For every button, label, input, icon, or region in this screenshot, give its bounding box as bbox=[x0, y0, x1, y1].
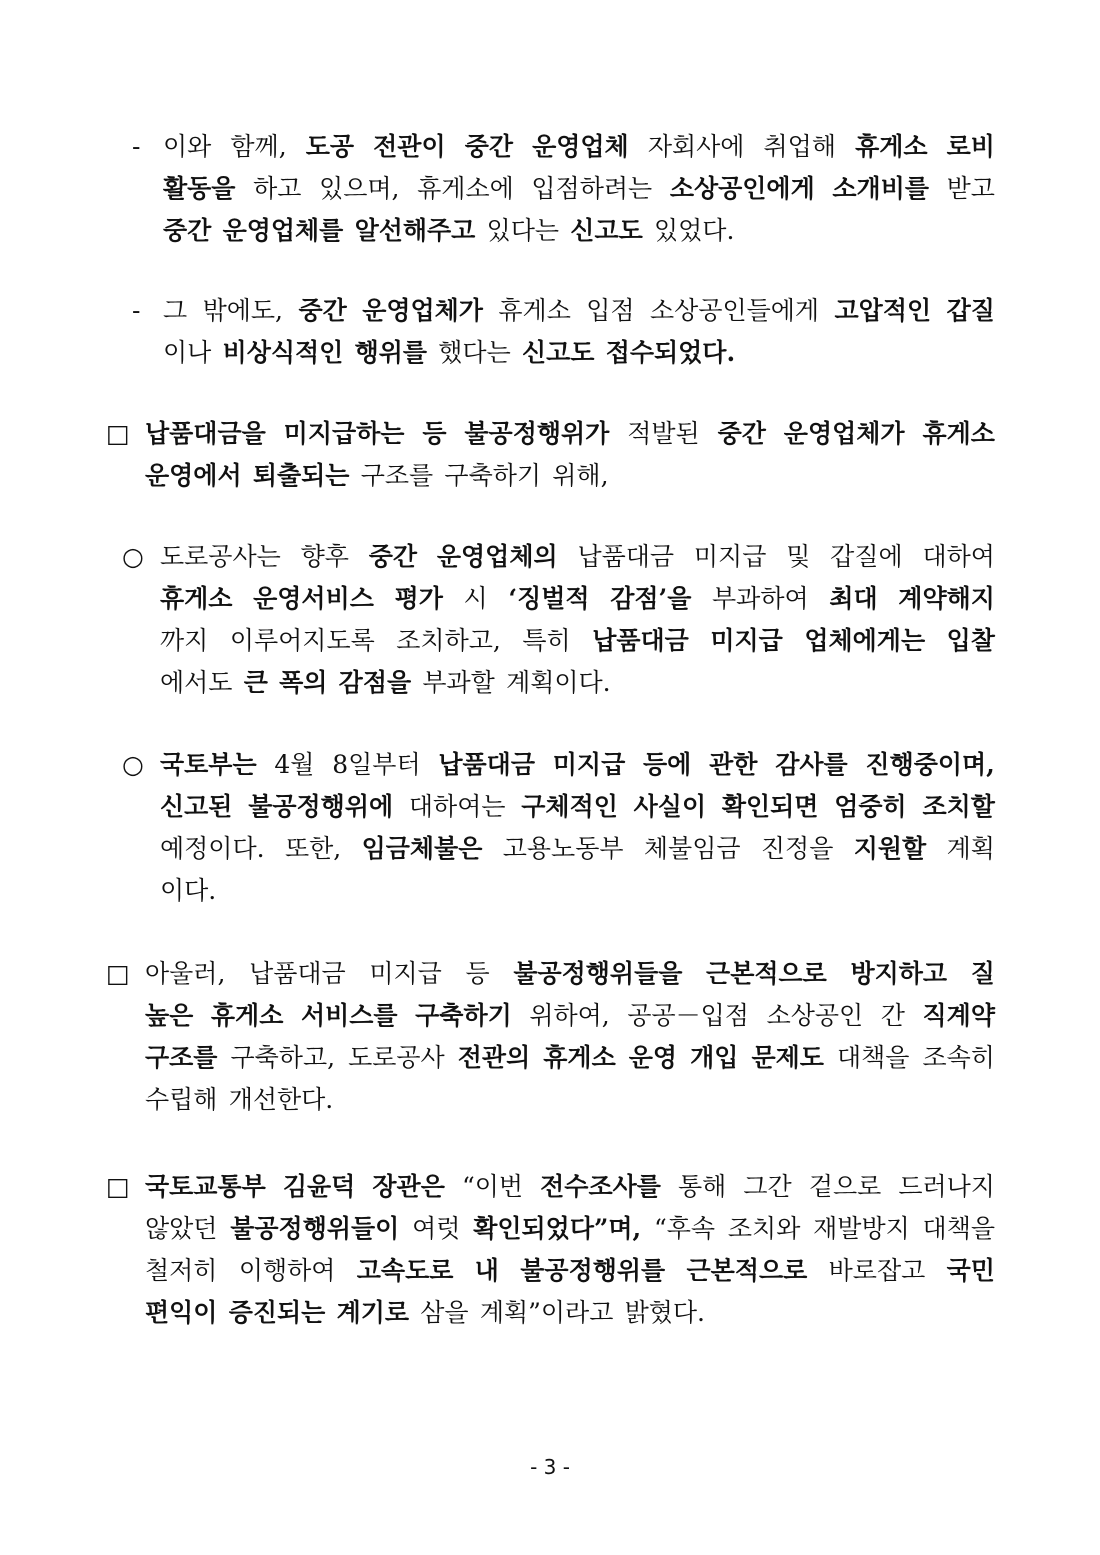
word: 위해, bbox=[552, 461, 609, 490]
word: 부과하여 bbox=[712, 584, 809, 613]
bold-word: 지원할 bbox=[853, 834, 927, 863]
word: 특히 bbox=[522, 626, 571, 655]
word: 휴게소에 bbox=[417, 174, 514, 203]
dash-marker: - bbox=[132, 296, 141, 325]
text-line bbox=[145, 1208, 995, 1250]
text-line bbox=[145, 1079, 995, 1121]
word: 미지급 bbox=[369, 959, 442, 988]
bold-word: 문제도 bbox=[751, 1043, 824, 1072]
bold-word: 계약해지 bbox=[898, 584, 995, 613]
bold-word: 불공정행위들이 bbox=[230, 1214, 400, 1243]
bold-word: 접수되었다. bbox=[605, 338, 736, 367]
bold-word: 불공정행위를 bbox=[520, 1256, 666, 1285]
text-line bbox=[145, 413, 995, 455]
bold-word: 감점을 bbox=[338, 668, 412, 697]
bold-word: 활동을 bbox=[163, 174, 236, 203]
bold-word: 비상식적인 bbox=[222, 338, 344, 367]
bold-word: 입찰 bbox=[946, 626, 995, 655]
text-line bbox=[163, 332, 995, 374]
word: 수립해 bbox=[145, 1085, 218, 1114]
text-line bbox=[145, 1037, 995, 1079]
word: 삼을 bbox=[420, 1298, 469, 1327]
bold-word: 신고도 bbox=[521, 338, 595, 367]
bold-word: 최대 bbox=[829, 584, 878, 613]
word: 밖에도, bbox=[202, 296, 283, 325]
text-line bbox=[163, 290, 995, 332]
word: 있다는 bbox=[486, 216, 560, 245]
word: 조치하고, bbox=[396, 626, 501, 655]
text-line bbox=[145, 995, 995, 1037]
word: 4월 bbox=[274, 750, 315, 779]
bold-word: 등 bbox=[422, 419, 447, 448]
word: 도로공사 bbox=[348, 1043, 445, 1072]
word: 대하여는 bbox=[408, 792, 506, 821]
bold-word: 운영업체가 bbox=[362, 296, 483, 325]
checkbox-marker: □ bbox=[106, 1172, 130, 1201]
circle-marker: ○ bbox=[122, 750, 144, 779]
word: 받고 bbox=[946, 174, 995, 203]
word: 철저히 bbox=[145, 1256, 218, 1285]
word: 부과할 bbox=[422, 668, 495, 697]
paragraph bbox=[160, 744, 995, 912]
text-line bbox=[145, 455, 995, 497]
bold-word: 직계약 bbox=[922, 1001, 995, 1030]
word: 이와 bbox=[163, 132, 212, 161]
word: 바로잡고 bbox=[828, 1256, 926, 1285]
word: 드러나지 bbox=[898, 1172, 995, 1201]
bold-word: 고압적인 bbox=[834, 296, 932, 325]
word: 예정이다. bbox=[160, 834, 265, 863]
word: 구축하고, bbox=[230, 1043, 336, 1072]
text-line bbox=[145, 1250, 995, 1292]
word: 및 bbox=[786, 542, 811, 571]
bold-word: 고속도로 bbox=[356, 1256, 454, 1285]
bold-word: 높은 bbox=[145, 1001, 194, 1030]
bold-word: 질 bbox=[970, 959, 995, 988]
bold-word: 사실이 bbox=[633, 792, 707, 821]
bold-word: 알선해주고 bbox=[354, 216, 476, 245]
bold-word: 휴게소 bbox=[160, 584, 233, 613]
text-line bbox=[163, 168, 995, 210]
bold-word: 납품대금을 bbox=[145, 419, 266, 448]
word: 조속히 bbox=[922, 1043, 995, 1072]
bold-word: 구조를 bbox=[145, 1043, 218, 1072]
word: 진정을 bbox=[760, 834, 834, 863]
bold-word: 중간 bbox=[717, 419, 766, 448]
bold-word: 내 bbox=[474, 1256, 499, 1285]
bold-word: 불공정행위에 bbox=[248, 792, 394, 821]
bold-word: 장관은 bbox=[372, 1172, 445, 1201]
word: 미지급 bbox=[693, 542, 767, 571]
word: 향후 bbox=[300, 542, 349, 571]
bold-word: 운영업체 bbox=[532, 132, 629, 161]
bold-word: 운영업체의 bbox=[436, 542, 558, 571]
word: 있었다. bbox=[654, 216, 735, 245]
circle-marker: ○ bbox=[122, 542, 144, 571]
bold-word: 휴게소 bbox=[543, 1043, 616, 1072]
bold-word: 근본적으로 bbox=[706, 959, 827, 988]
bold-word: 감점’을 bbox=[610, 584, 692, 613]
word: 소상공인들에게 bbox=[650, 296, 820, 325]
bold-word: 개입 bbox=[690, 1043, 739, 1072]
word: 또한, bbox=[284, 834, 342, 863]
word: 밝혔다. bbox=[624, 1298, 706, 1327]
bold-word: 엄중히 bbox=[834, 792, 907, 821]
text-line bbox=[160, 744, 995, 786]
bold-word: 폭의 bbox=[279, 668, 328, 697]
bold-word: 중간 bbox=[464, 132, 514, 161]
word: 이나 bbox=[163, 338, 212, 367]
text-line bbox=[160, 828, 995, 870]
word: 적발된 bbox=[627, 419, 700, 448]
word: 시 bbox=[463, 584, 488, 613]
word: “이번 bbox=[461, 1172, 524, 1201]
bold-word: 관한 bbox=[709, 750, 758, 779]
word: 납품대금 bbox=[249, 959, 346, 988]
bold-word: 납품대금 bbox=[438, 750, 535, 779]
bold-word: 불공정행위들을 bbox=[513, 959, 683, 988]
word: 구축하기 bbox=[444, 461, 542, 490]
text-line bbox=[163, 210, 995, 252]
paragraph bbox=[163, 290, 995, 374]
paragraph bbox=[160, 536, 995, 704]
bold-word: 소개비를 bbox=[832, 174, 929, 203]
word: 함께, bbox=[230, 132, 287, 161]
bold-word: 국민 bbox=[946, 1256, 995, 1285]
bold-word: 조치할 bbox=[922, 792, 995, 821]
word: 고용노동부 bbox=[502, 834, 624, 863]
word: 까지 bbox=[160, 626, 209, 655]
word: 소상공인 bbox=[766, 1001, 864, 1030]
text-line bbox=[163, 126, 995, 168]
bold-word: 운영에서 bbox=[145, 461, 242, 490]
bold-word: 중간 bbox=[368, 542, 418, 571]
word: 계획이다. bbox=[506, 668, 611, 697]
bold-word: 진행중이며, bbox=[865, 750, 995, 779]
checkbox-marker: □ bbox=[106, 959, 130, 988]
checkbox-marker: □ bbox=[106, 419, 130, 448]
bold-word: 미지급하는 bbox=[283, 419, 405, 448]
bold-word: 국토교통부 bbox=[145, 1172, 266, 1201]
bold-word: 신고도 bbox=[570, 216, 643, 245]
word: 등 bbox=[465, 959, 490, 988]
bold-word: 서비스를 bbox=[300, 1001, 398, 1030]
word: 납품대금 bbox=[577, 542, 675, 571]
bold-word: 계기로 bbox=[336, 1298, 410, 1327]
bold-word: 휴게소 bbox=[922, 419, 995, 448]
word: 취업해 bbox=[763, 132, 836, 161]
text-line bbox=[145, 1166, 995, 1208]
bold-word: 중간 bbox=[298, 296, 347, 325]
bold-word: 미지급 bbox=[710, 626, 783, 655]
bold-word: 국토부는 bbox=[160, 750, 257, 779]
paragraph bbox=[145, 953, 995, 1121]
bold-word: 근본적으로 bbox=[686, 1256, 808, 1285]
word: 그 bbox=[163, 296, 188, 325]
word: 입점 bbox=[586, 296, 635, 325]
word: 체불임금 bbox=[643, 834, 741, 863]
bold-word: 운영업체를 bbox=[222, 216, 344, 245]
word: 자회사에 bbox=[647, 132, 745, 161]
bold-word: 감사를 bbox=[775, 750, 848, 779]
bold-word: 전수조사를 bbox=[540, 1172, 661, 1201]
bold-word: 불공정행위가 bbox=[464, 419, 610, 448]
word: 대책을 bbox=[836, 1043, 910, 1072]
bold-word: ‘징벌적 bbox=[508, 584, 590, 613]
bold-word: 증진되는 bbox=[228, 1298, 326, 1327]
word: 공공－입점 bbox=[627, 1001, 749, 1030]
word: 대하여 bbox=[922, 542, 995, 571]
word: “후속 bbox=[654, 1214, 716, 1243]
word: 아울러, bbox=[145, 959, 226, 988]
word: 계획 bbox=[946, 834, 995, 863]
word: 간 bbox=[880, 1001, 905, 1030]
word: 에서도 bbox=[160, 668, 233, 697]
bold-word: 로비 bbox=[946, 132, 995, 161]
bold-word: 구축하기 bbox=[415, 1001, 512, 1030]
word: 개선한다. bbox=[228, 1085, 334, 1114]
bold-word: 도공 bbox=[305, 132, 355, 161]
bold-word: 구체적인 bbox=[521, 792, 618, 821]
bold-word: 업체에게는 bbox=[804, 626, 926, 655]
bold-word: 임금체불은 bbox=[361, 834, 483, 863]
word: 여럿 bbox=[412, 1214, 461, 1243]
word: 입점하려는 bbox=[531, 174, 653, 203]
word: 8일부터 bbox=[332, 750, 421, 779]
bold-word: 운영서비스 bbox=[253, 584, 374, 613]
word: 했다는 bbox=[438, 338, 511, 367]
word: 이루어지도록 bbox=[229, 626, 375, 655]
bold-word: 퇴출되는 bbox=[252, 461, 350, 490]
bold-word: 미지급 bbox=[552, 750, 626, 779]
word: 대책을 bbox=[922, 1214, 995, 1243]
bold-word: 갑질 bbox=[946, 296, 995, 325]
bold-word: 운영 bbox=[628, 1043, 678, 1072]
text-line bbox=[145, 1292, 995, 1334]
paragraph bbox=[145, 413, 995, 497]
text-line bbox=[160, 662, 995, 704]
word: 갑질에 bbox=[830, 542, 903, 571]
bold-word: 신고된 bbox=[160, 792, 233, 821]
bold-word: 휴게소 bbox=[210, 1001, 284, 1030]
bold-word: 휴게소 bbox=[855, 132, 928, 161]
bold-word: 전관이 bbox=[373, 132, 446, 161]
word: 위하여, bbox=[529, 1001, 610, 1030]
bold-word: 평가 bbox=[394, 584, 443, 613]
word: 이다. bbox=[160, 876, 217, 905]
bold-word: 운영업체가 bbox=[783, 419, 905, 448]
bold-word: 행위를 bbox=[354, 338, 428, 367]
bold-word: 편익이 bbox=[145, 1298, 218, 1327]
bold-word: 전관의 bbox=[457, 1043, 531, 1072]
word: 조치와 bbox=[727, 1214, 801, 1243]
paragraph bbox=[145, 1166, 995, 1334]
bold-word: 중간 bbox=[163, 216, 212, 245]
word: 계획”이라고 bbox=[479, 1298, 614, 1327]
word: 도로공사는 bbox=[160, 542, 281, 571]
word: 겉으로 bbox=[808, 1172, 882, 1201]
text-line bbox=[145, 953, 995, 995]
word: 않았던 bbox=[145, 1214, 218, 1243]
bold-word: 납품대금 bbox=[592, 626, 689, 655]
word: 그간 bbox=[743, 1172, 792, 1201]
page-number: - 3 - bbox=[530, 1455, 570, 1479]
text-line bbox=[160, 620, 995, 662]
bold-word: 김윤덕 bbox=[282, 1172, 356, 1201]
bold-word: 방지하고 bbox=[850, 959, 948, 988]
bold-word: 큰 bbox=[243, 668, 268, 697]
bold-word: 확인되었다”며, bbox=[473, 1214, 642, 1243]
text-line bbox=[160, 786, 995, 828]
word: 휴게소 bbox=[498, 296, 571, 325]
dash-marker: - bbox=[132, 132, 141, 161]
word: 구조를 bbox=[360, 461, 434, 490]
word: 있으며, bbox=[319, 174, 400, 203]
word: 통해 bbox=[678, 1172, 727, 1201]
paragraph bbox=[163, 126, 995, 252]
word: 재발방지 bbox=[813, 1214, 910, 1243]
bold-word: 소상공인에게 bbox=[669, 174, 815, 203]
text-line bbox=[160, 578, 995, 620]
word: 이행하여 bbox=[238, 1256, 336, 1285]
bold-word: 확인되면 bbox=[721, 792, 819, 821]
word: 하고 bbox=[253, 174, 302, 203]
text-line bbox=[160, 870, 995, 912]
text-line bbox=[160, 536, 995, 578]
bold-word: 등에 bbox=[643, 750, 692, 779]
